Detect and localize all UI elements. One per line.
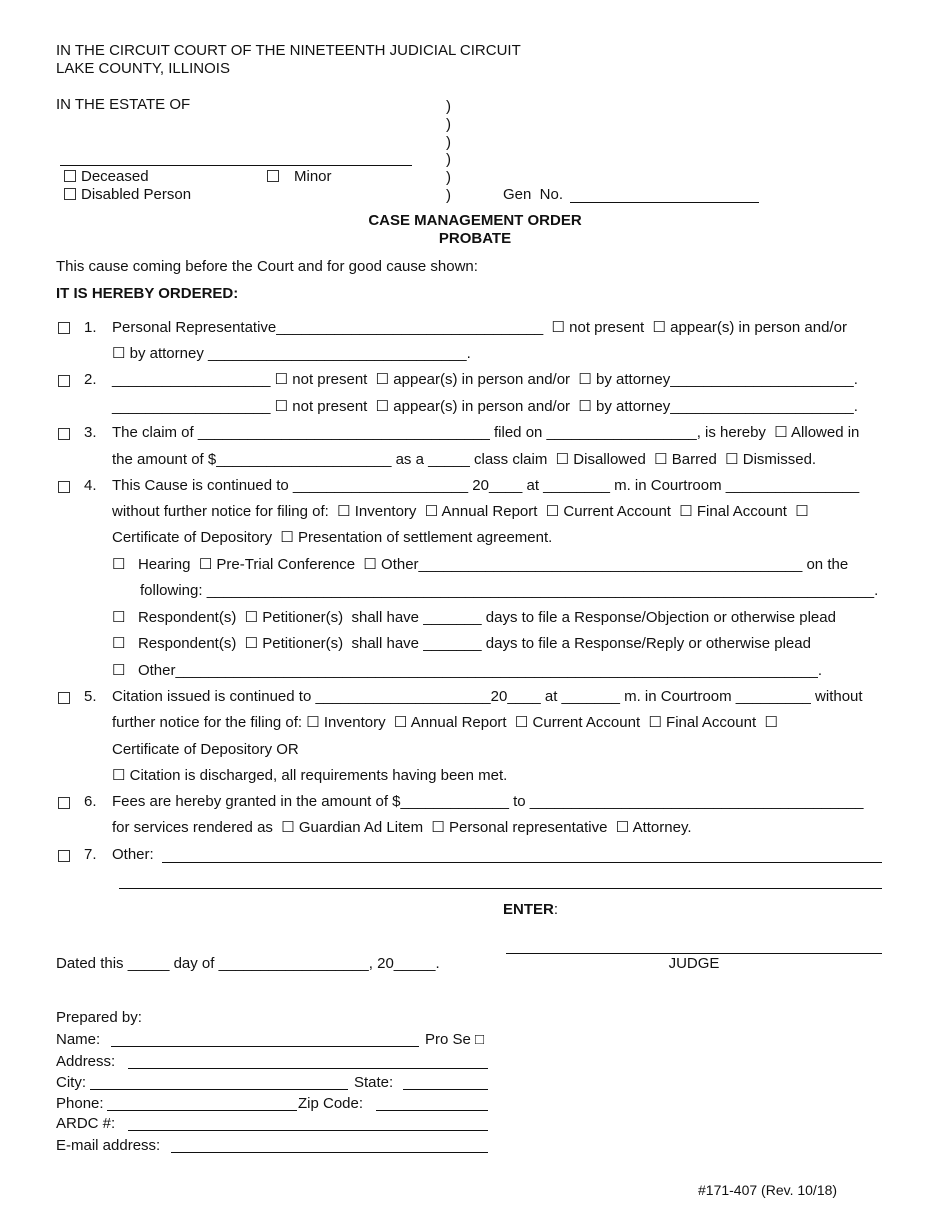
item-3-number: 3. — [84, 424, 97, 441]
item-5-number: 5. — [84, 688, 97, 705]
item-6-line-1[interactable]: Fees are hereby granted in the amount of $_____________ to ________________________________________ — [112, 793, 864, 810]
item-1-number: 1. — [84, 319, 97, 336]
paren: ) — [446, 169, 451, 186]
court-name-line1: IN THE CIRCUIT COURT OF THE NINETEENTH JUDICIAL CIRCUIT — [56, 42, 521, 59]
item-7-number: 7. — [84, 846, 97, 863]
item-6-number: 6. — [84, 793, 97, 810]
address-label: Address: — [56, 1053, 116, 1070]
paren: ) — [446, 151, 451, 168]
court-name-line2: LAKE COUNTY, ILLINOIS — [56, 60, 230, 77]
name-label: Name: — [56, 1031, 101, 1048]
checkbox-icon[interactable] — [267, 170, 279, 182]
item-4-checkbox[interactable] — [58, 481, 70, 493]
enter-colon: : — [553, 901, 559, 918]
item-4-line-8[interactable]: ☐ Other_____________________________________________________________________________. — [112, 662, 822, 679]
zip-label: Zip Code: — [298, 1095, 364, 1112]
city-label: City: — [56, 1074, 86, 1091]
estate-label: IN THE ESTATE OF — [56, 96, 191, 113]
item-4-line-1[interactable]: This Cause is continued to _____________________ 20____ at ________ m. in Courtroom ________________ — [112, 477, 860, 494]
ardc-label: ARDC #: — [56, 1115, 116, 1132]
deceased-label: Deceased — [81, 168, 149, 185]
disabled-person-label: Disabled Person — [81, 186, 192, 203]
item-4-line-4[interactable]: ☐ Hearing ☐ Pre-Trial Conference ☐ Other______________________________________________ on the — [112, 556, 849, 573]
state-field[interactable] — [403, 1089, 488, 1090]
enter-label — [503, 901, 558, 919]
address-field[interactable] — [128, 1068, 488, 1069]
item-5-line-3: Certificate of Depository OR — [112, 741, 299, 758]
name-field[interactable] — [111, 1046, 419, 1047]
item-2-line-2[interactable]: ___________________ ☐ not present ☐ appear(s) in person and/or ☐ by attorney______________________. — [112, 398, 858, 415]
email-field[interactable] — [171, 1152, 488, 1153]
item-2-line-1[interactable]: ___________________ ☐ not present ☐ appear(s) in person and/or ☐ by attorney______________________. — [112, 371, 858, 388]
form-number: #171-407 (Rev. 10/18) — [698, 1182, 838, 1198]
judge-signature-line[interactable] — [506, 953, 882, 954]
item-2-checkbox[interactable] — [58, 375, 70, 387]
item-1-checkbox[interactable] — [58, 322, 70, 334]
checkbox-icon[interactable] — [64, 170, 76, 182]
item-4-line-5[interactable]: following: ________________________________________________________________________________. — [140, 582, 879, 599]
intro-text: This cause coming before the Court and for good cause shown: — [56, 258, 478, 275]
document-title: CASE MANAGEMENT ORDER — [368, 212, 582, 229]
phone-label: Phone: — [56, 1095, 104, 1112]
item-5-line-1[interactable]: Citation issued is continued to _____________________20____ at _______ m. in Courtroom _________ without — [112, 688, 863, 705]
prepared-by-label: Prepared by: — [56, 1009, 142, 1026]
paren: ) — [446, 98, 451, 115]
item-7-other-line[interactable] — [162, 862, 882, 863]
zip-field[interactable] — [376, 1110, 488, 1111]
minor-label: Minor — [294, 168, 332, 185]
item-1-line-2[interactable]: ☐ by attorney _______________________________. — [112, 345, 471, 362]
minor-option[interactable] — [267, 168, 332, 186]
pro-se-option[interactable]: Pro Se □ — [425, 1031, 485, 1048]
item-3-checkbox[interactable] — [58, 428, 70, 440]
item-7-other-line-2[interactable] — [119, 888, 882, 889]
judge-label: JUDGE — [668, 955, 720, 972]
state-label: State: — [354, 1074, 394, 1091]
ordered-heading: IT IS HEREBY ORDERED: — [56, 285, 239, 302]
item-6-line-2[interactable]: for services rendered as ☐ Guardian Ad Litem ☐ Personal representative ☐ Attorney. — [112, 819, 692, 836]
item-5-line-4[interactable]: ☐ Citation is discharged, all requirements having been met. — [112, 767, 508, 784]
gen-no-label: Gen No. — [503, 186, 564, 203]
item-6-checkbox[interactable] — [58, 797, 70, 809]
paren: ) — [446, 187, 451, 204]
item-4-line-2[interactable]: without further notice for filing of: ☐ Inventory ☐ Annual Report ☐ Current Account ☐ Final Account ☐ — [112, 503, 809, 520]
document-subtitle: PROBATE — [438, 230, 512, 247]
item-4-number: 4. — [84, 477, 97, 494]
city-field[interactable] — [90, 1089, 348, 1090]
email-label: E-mail address: — [56, 1137, 161, 1154]
paren: ) — [446, 134, 451, 151]
deceased-option[interactable] — [64, 168, 149, 186]
item-4-line-3[interactable]: Certificate of Depository ☐ Presentation of settlement agreement. — [112, 529, 553, 546]
item-2-number: 2. — [84, 371, 97, 388]
dated-line[interactable]: Dated this _____ day of __________________, 20_____. — [56, 955, 440, 972]
item-7-checkbox[interactable] — [58, 850, 70, 862]
disabled-person-option[interactable] — [64, 186, 191, 204]
gen-no-line[interactable] — [570, 202, 759, 203]
item-4-line-7[interactable]: ☐ Respondent(s) ☐ Petitioner(s) shall have _______ days to file a Response/Reply or otherwise plead — [112, 635, 811, 652]
item-4-line-6[interactable]: ☐ Respondent(s) ☐ Petitioner(s) shall have _______ days to file a Response/Objection or otherwise plead — [112, 609, 836, 626]
estate-name-line[interactable] — [60, 165, 412, 166]
ardc-field[interactable] — [128, 1130, 488, 1131]
item-5-checkbox[interactable] — [58, 692, 70, 704]
checkbox-icon[interactable] — [64, 188, 76, 200]
item-3-line-2[interactable]: the amount of $_____________________ as a _____ class claim ☐ Disallowed ☐ Barred ☐ Dismissed. — [112, 451, 817, 468]
item-7-other-label: Other: — [112, 846, 154, 863]
item-5-line-2[interactable]: further notice for the filing of: ☐ Inventory ☐ Annual Report ☐ Current Account ☐ Final Account ☐ — [112, 714, 778, 731]
enter-text: ENTER — [503, 901, 554, 918]
item-1-line-1[interactable]: Personal Representative________________________________ ☐ not present ☐ appear(s) in person and/or — [112, 319, 847, 336]
paren: ) — [446, 116, 451, 133]
item-3-line-1[interactable]: The claim of ___________________________________ filed on __________________, is hereby ☐ Allowed in — [112, 424, 860, 441]
phone-field[interactable] — [107, 1110, 297, 1111]
